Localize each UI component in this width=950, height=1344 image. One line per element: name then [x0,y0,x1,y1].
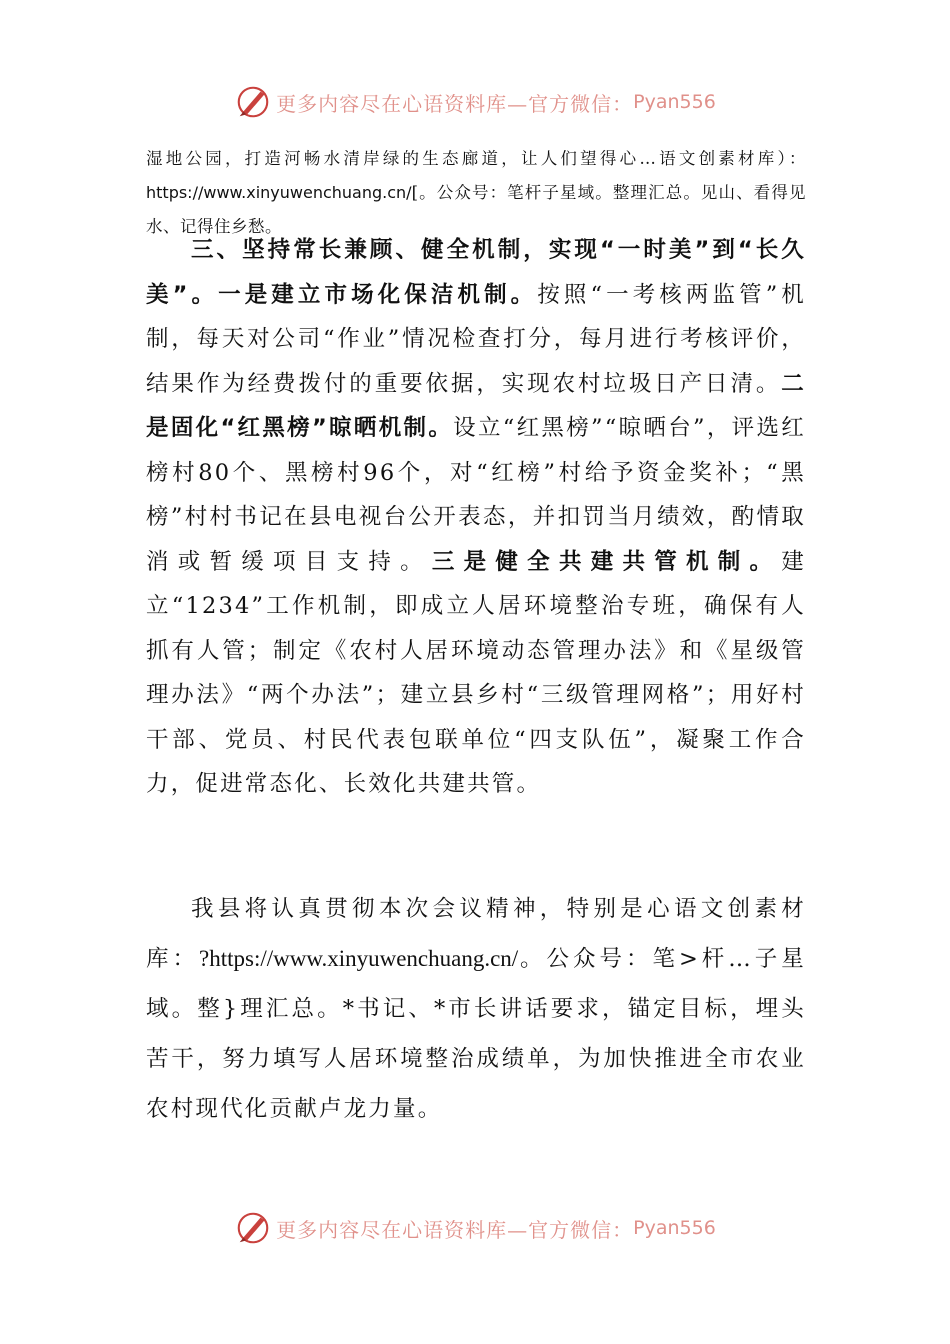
pen-logo-icon [234,83,272,121]
header-banner [0,82,950,122]
banner-text: 更多内容尽在心语资料库—官方微信： [276,1217,634,1242]
point-two-text: 设立“红黑榜”“晾晒台”，评选红榜村80个、黑榜村96个，对“红榜”村给予资金奖补；“黑榜”村村书记在县电视台公开表态，并扣罚当月绩效，酌情取消或暂缓项目支持。 [146,415,806,575]
banner-text: 更多内容尽在心语资料库—官方微信： [276,91,634,116]
point-one-text: 按照“一考核两监管”机制，每天对公司“作业”情况检查打分，每月进行考核评价，结果作为经费拨付的重要依据，实现农村垃圾日产日清。 [146,281,806,397]
banner-wechat-id: Pyan556 [633,1217,716,1239]
point-one-title: 一是建立市场化保洁机制。 [218,281,538,308]
pen-logo-icon [234,1209,272,1247]
point-two-title: 二是固化“红黑榜”晾晒机制。 [146,370,806,441]
closing-after: 。公众号：笔>杆…子星域。整}理汇总。*书记、*市长讲话要求，锚定目标，埋头苦干，努力填写人居环境整治成绩单，为加快推进全市农业农村现代化贡献卢龙力量。 [146,946,806,1122]
closing-url: ?https://www.xinyuwenchuang.cn/ [199,946,519,971]
intro-rest: [。公众号：笔杆子星域。整理汇总。见山、看得见水、记得住乡愁。 [146,183,806,236]
intro-line: 湿地公园，打造河畅水清岸绿的生态廊道，让人们望得心…语文创素材库）： [146,149,806,168]
section-three-paragraph [146,228,806,807]
section-heading: 三、坚持常长兼顾、健全机制，实现“一时美”到“长久美”。 [146,237,806,308]
footer-banner [0,1208,950,1248]
point-three-text: 建立“1234”工作机制，即成立人居环境整治专班，确保有人抓有人管；制定《农村人居环境动态管理办法》和《星级管理办法》“两个办法”；建立县乡村“三级管理网格”；用好村干部、党员、村民代表包联单位“四支队伍”，凝聚工作合力，促进常态化、长效化共建共管。 [146,548,806,797]
closing-paragraph [146,884,806,1134]
intro-url: https://www.xinyuwenchuang.cn/ [146,183,412,202]
point-three-title: 三是健全共建共管机制。 [431,548,782,575]
closing-before: 我县将认真贯彻本次会议精神，特别是心语文创素材库： [146,896,806,972]
banner-wechat-id: Pyan556 [633,91,716,113]
